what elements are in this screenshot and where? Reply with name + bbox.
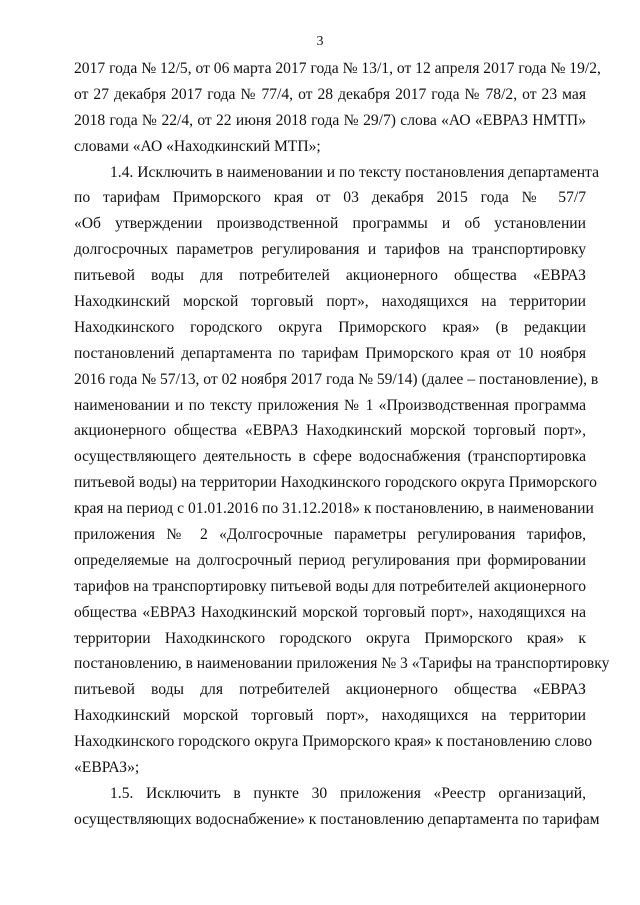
text-line: осуществляющего деятельность в сфере водоснабжения (транспортировка xyxy=(74,448,586,466)
text-line: постановлений департамента по тарифам Приморского края от 10 ноября xyxy=(74,344,586,362)
text-line: осуществляющих водоснабжение» к постановлению департамента по тарифам xyxy=(74,810,600,828)
text-line: Находкинский морской торговый порт», находящихся на территории xyxy=(74,293,586,311)
text-line: 2017 года № 12/5, от 06 марта 2017 года № 13/1, от 12 апреля 2017 года № 19/2, xyxy=(74,60,601,77)
text-line: Находкинского городского округа Приморского края» (в редакции xyxy=(74,318,586,336)
paragraph-start-line: 1.4. Исключить в наименовании и по тексту постановления департамента xyxy=(110,163,599,181)
text-line: питьевой воды для потребителей акционерного общества «ЕВРАЗ xyxy=(74,681,586,699)
text-line: «ЕВРАЗ»; xyxy=(74,759,140,777)
text-line: определяемые на долгосрочный период регулирования при формировании xyxy=(74,551,586,569)
text-line: долгосрочных параметров регулирования и тарифов на транспортировку xyxy=(74,241,586,259)
text-line: Находкинский морской торговый порт», находящихся на территории xyxy=(74,707,586,725)
text-line: общества «ЕВРАЗ Находкинский морской торговый порт», находящихся на xyxy=(74,603,586,621)
text-line: питьевой воды для потребителей акционерного общества «ЕВРАЗ xyxy=(74,267,586,285)
paragraph-start-line: 1.5. Исключить в пункте 30 приложения «Реестр организаций, xyxy=(110,784,586,802)
text-line: словами «АО «Находкинский МТП»; xyxy=(74,137,321,155)
text-line: Находкинского городского округа Приморского края» к постановлению слово xyxy=(74,733,593,751)
text-line: края на период с 01.01.2016 по 31.12.2018» к постановлению, в наименовании xyxy=(74,500,594,518)
text-line: тарифов на транспортировку питьевой воды для потребителей акционерного xyxy=(74,577,586,595)
text-line: по тарифам Приморского края от 03 декабря 2015 года № 57/7 xyxy=(74,189,586,207)
text-line: 2016 года № 57/13, от 02 ноября 2017 года № 59/14) (далее – постановление), в xyxy=(74,370,599,388)
text-line: акционерного общества «ЕВРАЗ Находкинский морской торговый порт», xyxy=(74,422,586,440)
text-line: постановлению, в наименовании приложения № 3 «Тарифы на транспортировку xyxy=(74,655,610,673)
page-number: 3 xyxy=(316,34,324,49)
document-text xyxy=(74,56,610,833)
text-line: приложения № 2 «Долгосрочные параметры регулирования тарифов, xyxy=(74,526,586,544)
text-line: от 27 декабря 2017 года № 77/4, от 28 декабря 2017 года № 78/2, от 23 мая xyxy=(74,85,586,103)
text-line: наименовании и по тексту приложения № 1 «Производственная программа xyxy=(74,396,586,414)
text-line: питьевой воды) на территории Находкинского городского округа Приморского xyxy=(74,474,597,492)
text-line: 2018 года № 22/4, от 22 июня 2018 года № 29/7) слова «АО «ЕВРАЗ НМТП» xyxy=(74,111,586,129)
text-line: территории Находкинского городского округа Приморского края» к xyxy=(74,629,586,647)
text-line: «Об утверждении производственной программы и об установлении xyxy=(74,215,586,233)
